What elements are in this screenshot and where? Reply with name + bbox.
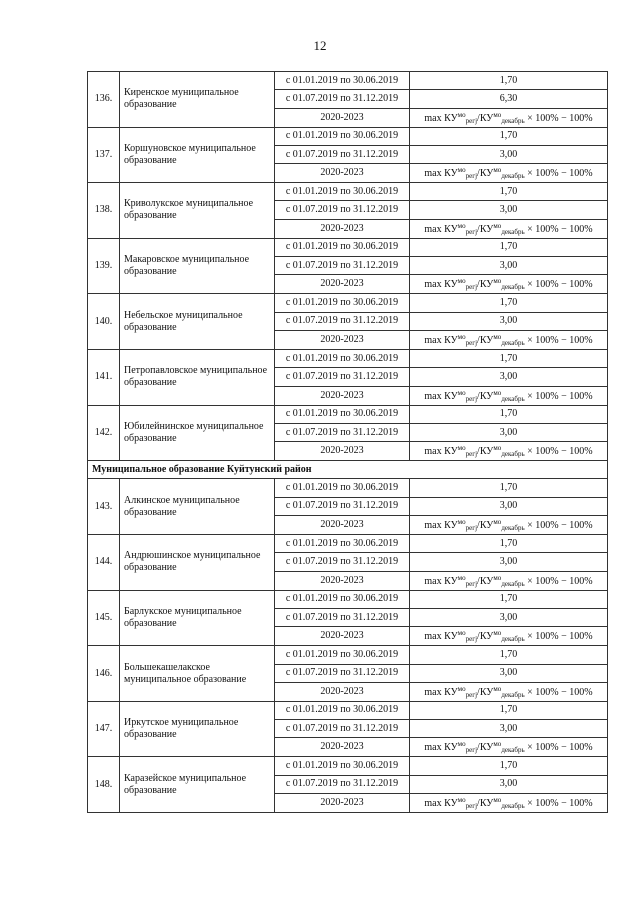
period-cell: 2020-2023 — [275, 738, 410, 757]
municipality-name: Небельское муниципальное образование — [120, 294, 275, 350]
formula-cell — [410, 219, 608, 238]
period-cell: с 01.07.2019 по 31.12.2019 — [275, 312, 410, 330]
period-cell: с 01.07.2019 по 31.12.2019 — [275, 257, 410, 275]
value-cell: 3,00 — [410, 201, 608, 219]
value-cell: 1,70 — [410, 757, 608, 775]
period-cell: с 01.01.2019 по 30.06.2019 — [275, 405, 410, 423]
value-cell: 1,70 — [410, 127, 608, 145]
max-formula: $\max КУ^{мо}_{регj}/КУ^{мо}_{декабрь} \times 100\% - 100\%$ — [424, 518, 593, 533]
value-cell: 1,70 — [410, 590, 608, 608]
table-row — [88, 535, 608, 553]
max-formula: $\max КУ^{мо}_{регj}/КУ^{мо}_{декабрь} \times 100\% - 100\%$ — [424, 388, 593, 403]
max-formula: $\max КУ^{мо}_{регj}/КУ^{мо}_{декабрь} \times 100\% - 100\%$ — [424, 796, 593, 811]
value-cell: 3,00 — [410, 775, 608, 793]
period-cell: с 01.07.2019 по 31.12.2019 — [275, 201, 410, 219]
tariff-table — [87, 71, 608, 813]
row-number: 136. — [88, 72, 120, 128]
formula-cell — [410, 164, 608, 183]
period-cell: 2020-2023 — [275, 682, 410, 701]
max-formula: $\max КУ^{мо}_{регj}/КУ^{мо}_{декабрь} \times 100\% - 100\%$ — [424, 740, 593, 755]
formula-cell — [410, 627, 608, 646]
formula-cell — [410, 275, 608, 294]
value-cell: 1,70 — [410, 72, 608, 90]
period-cell: 2020-2023 — [275, 516, 410, 535]
municipality-name: Юбилейнинское муниципальное образование — [120, 405, 275, 461]
value-cell: 3,00 — [410, 368, 608, 386]
period-cell: с 01.07.2019 по 31.12.2019 — [275, 775, 410, 793]
period-cell: с 01.01.2019 по 30.06.2019 — [275, 757, 410, 775]
table-row — [88, 183, 608, 201]
table-row — [88, 757, 608, 775]
table-row — [88, 701, 608, 719]
formula-cell — [410, 386, 608, 405]
municipality-name: Петропавловское муниципальное образование — [120, 349, 275, 405]
row-number: 139. — [88, 238, 120, 294]
row-number: 140. — [88, 294, 120, 350]
formula-cell — [410, 682, 608, 701]
formula-subscript: регj — [465, 450, 478, 459]
max-formula: $\max КУ^{мо}_{регj}/КУ^{мо}_{декабрь} \times 100\% - 100\%$ — [424, 110, 593, 125]
period-cell: 2020-2023 — [275, 108, 410, 127]
formula-cell — [410, 571, 608, 590]
max-formula: $\max КУ^{мо}_{регj}/КУ^{мо}_{декабрь} \times 100\% - 100\%$ — [424, 277, 593, 292]
municipality-name: Киренское муниципальное образование — [120, 72, 275, 128]
period-cell: с 01.01.2019 по 30.06.2019 — [275, 535, 410, 553]
value-cell: 3,00 — [410, 423, 608, 441]
period-cell: с 01.07.2019 по 31.12.2019 — [275, 90, 410, 108]
municipality-name: Барлукское муниципальное образование — [120, 590, 275, 646]
formula-cell — [410, 794, 608, 813]
value-cell: 3,00 — [410, 312, 608, 330]
row-number: 141. — [88, 349, 120, 405]
period-cell: с 01.01.2019 по 30.06.2019 — [275, 72, 410, 90]
table-row — [88, 127, 608, 145]
period-cell: с 01.01.2019 по 30.06.2019 — [275, 183, 410, 201]
formula-subscript: регj — [465, 116, 478, 125]
period-cell: с 01.07.2019 по 31.12.2019 — [275, 145, 410, 163]
value-cell: 1,70 — [410, 535, 608, 553]
table-row — [88, 349, 608, 367]
table-row — [88, 238, 608, 256]
value-cell: 1,70 — [410, 238, 608, 256]
period-cell: 2020-2023 — [275, 386, 410, 405]
period-cell: 2020-2023 — [275, 275, 410, 294]
period-cell: с 01.01.2019 по 30.06.2019 — [275, 294, 410, 312]
row-number: 147. — [88, 701, 120, 757]
period-cell: 2020-2023 — [275, 794, 410, 813]
formula-cell — [410, 330, 608, 349]
formula-subscript: регj — [465, 690, 478, 699]
period-cell: с 01.01.2019 по 30.06.2019 — [275, 590, 410, 608]
page-number: 12 — [313, 38, 327, 53]
value-cell: 3,00 — [410, 608, 608, 626]
formula-cell — [410, 442, 608, 461]
formula-cell — [410, 516, 608, 535]
max-formula: $\max КУ^{мо}_{регj}/КУ^{мо}_{декабрь} \times 100\% - 100\%$ — [424, 221, 593, 236]
value-cell: 3,00 — [410, 257, 608, 275]
period-cell: с 01.07.2019 по 31.12.2019 — [275, 423, 410, 441]
period-cell: 2020-2023 — [275, 330, 410, 349]
value-cell: 1,70 — [410, 183, 608, 201]
value-cell: 1,70 — [410, 294, 608, 312]
period-cell: 2020-2023 — [275, 219, 410, 238]
max-formula: $\max КУ^{мо}_{регj}/КУ^{мо}_{декабрь} \times 100\% - 100\%$ — [424, 573, 593, 588]
period-cell: с 01.07.2019 по 31.12.2019 — [275, 608, 410, 626]
period-cell: с 01.01.2019 по 30.06.2019 — [275, 238, 410, 256]
row-number: 142. — [88, 405, 120, 461]
formula-subscript: регj — [465, 283, 478, 292]
value-cell: 3,00 — [410, 720, 608, 738]
row-number: 137. — [88, 127, 120, 183]
formula-cell — [410, 108, 608, 127]
municipality-name: Криволукское муниципальное образование — [120, 183, 275, 239]
value-cell: 3,00 — [410, 664, 608, 682]
max-formula: $\max КУ^{мо}_{регj}/КУ^{мо}_{декабрь} \times 100\% - 100\%$ — [424, 444, 593, 459]
table-row — [88, 479, 608, 497]
max-formula: $\max КУ^{мо}_{регj}/КУ^{мо}_{декабрь} \times 100\% - 100\%$ — [424, 166, 593, 181]
max-formula: $\max КУ^{мо}_{регj}/КУ^{мо}_{декабрь} \times 100\% - 100\%$ — [424, 629, 593, 644]
value-cell: 1,70 — [410, 349, 608, 367]
period-cell: с 01.01.2019 по 30.06.2019 — [275, 646, 410, 664]
row-number: 145. — [88, 590, 120, 646]
municipality-name: Андрюшинское муниципальное образование — [120, 535, 275, 591]
municipality-name: Большекашелакское муниципальное образование — [120, 646, 275, 702]
municipality-name: Макаровское муниципальное образование — [120, 238, 275, 294]
table-row — [88, 72, 608, 90]
period-cell: 2020-2023 — [275, 164, 410, 183]
row-number: 146. — [88, 646, 120, 702]
municipality-name: Алкинское муниципальное образование — [120, 479, 275, 535]
formula-subscript: регj — [465, 635, 478, 644]
period-cell: 2020-2023 — [275, 627, 410, 646]
max-formula: $\max КУ^{мо}_{регj}/КУ^{мо}_{декабрь} \times 100\% - 100\%$ — [424, 684, 593, 699]
period-cell: с 01.01.2019 по 30.06.2019 — [275, 127, 410, 145]
formula-subscript: регj — [465, 227, 478, 236]
value-cell: 6,30 — [410, 90, 608, 108]
table-row — [88, 590, 608, 608]
formula-subscript: регj — [465, 338, 478, 347]
period-cell: с 01.07.2019 по 31.12.2019 — [275, 720, 410, 738]
table-row — [88, 294, 608, 312]
value-cell: 3,00 — [410, 553, 608, 571]
period-cell: 2020-2023 — [275, 442, 410, 461]
period-cell: с 01.01.2019 по 30.06.2019 — [275, 701, 410, 719]
value-cell: 3,00 — [410, 497, 608, 515]
formula-subscript: регj — [465, 746, 478, 755]
value-cell: 1,70 — [410, 646, 608, 664]
value-cell: 1,70 — [410, 479, 608, 497]
period-cell: с 01.07.2019 по 31.12.2019 — [275, 664, 410, 682]
period-cell: с 01.01.2019 по 30.06.2019 — [275, 479, 410, 497]
formula-subscript: регj — [465, 172, 478, 181]
value-cell: 1,70 — [410, 405, 608, 423]
formula-subscript: регj — [465, 579, 478, 588]
formula-cell — [410, 738, 608, 757]
section-title: Муниципальное образование Куйтунский район — [88, 461, 608, 479]
period-cell: с 01.07.2019 по 31.12.2019 — [275, 497, 410, 515]
row-number: 138. — [88, 183, 120, 239]
row-number: 148. — [88, 757, 120, 813]
municipality-name: Иркутское муниципальное образование — [120, 701, 275, 757]
municipality-name: Каразейское муниципальное образование — [120, 757, 275, 813]
municipality-name: Коршуновское муниципальное образование — [120, 127, 275, 183]
formula-subscript: регj — [465, 524, 478, 533]
table-row — [88, 405, 608, 423]
formula-subscript: регj — [465, 802, 478, 811]
row-number: 143. — [88, 479, 120, 535]
row-number: 144. — [88, 535, 120, 591]
value-cell: 3,00 — [410, 145, 608, 163]
period-cell: 2020-2023 — [275, 571, 410, 590]
section-header-row — [88, 461, 608, 479]
period-cell: с 01.07.2019 по 31.12.2019 — [275, 368, 410, 386]
period-cell: с 01.07.2019 по 31.12.2019 — [275, 553, 410, 571]
formula-subscript: регj — [465, 394, 478, 403]
max-formula: $\max КУ^{мо}_{регj}/КУ^{мо}_{декабрь} \times 100\% - 100\%$ — [424, 332, 593, 347]
table-row — [88, 646, 608, 664]
period-cell: с 01.01.2019 по 30.06.2019 — [275, 349, 410, 367]
value-cell: 1,70 — [410, 701, 608, 719]
